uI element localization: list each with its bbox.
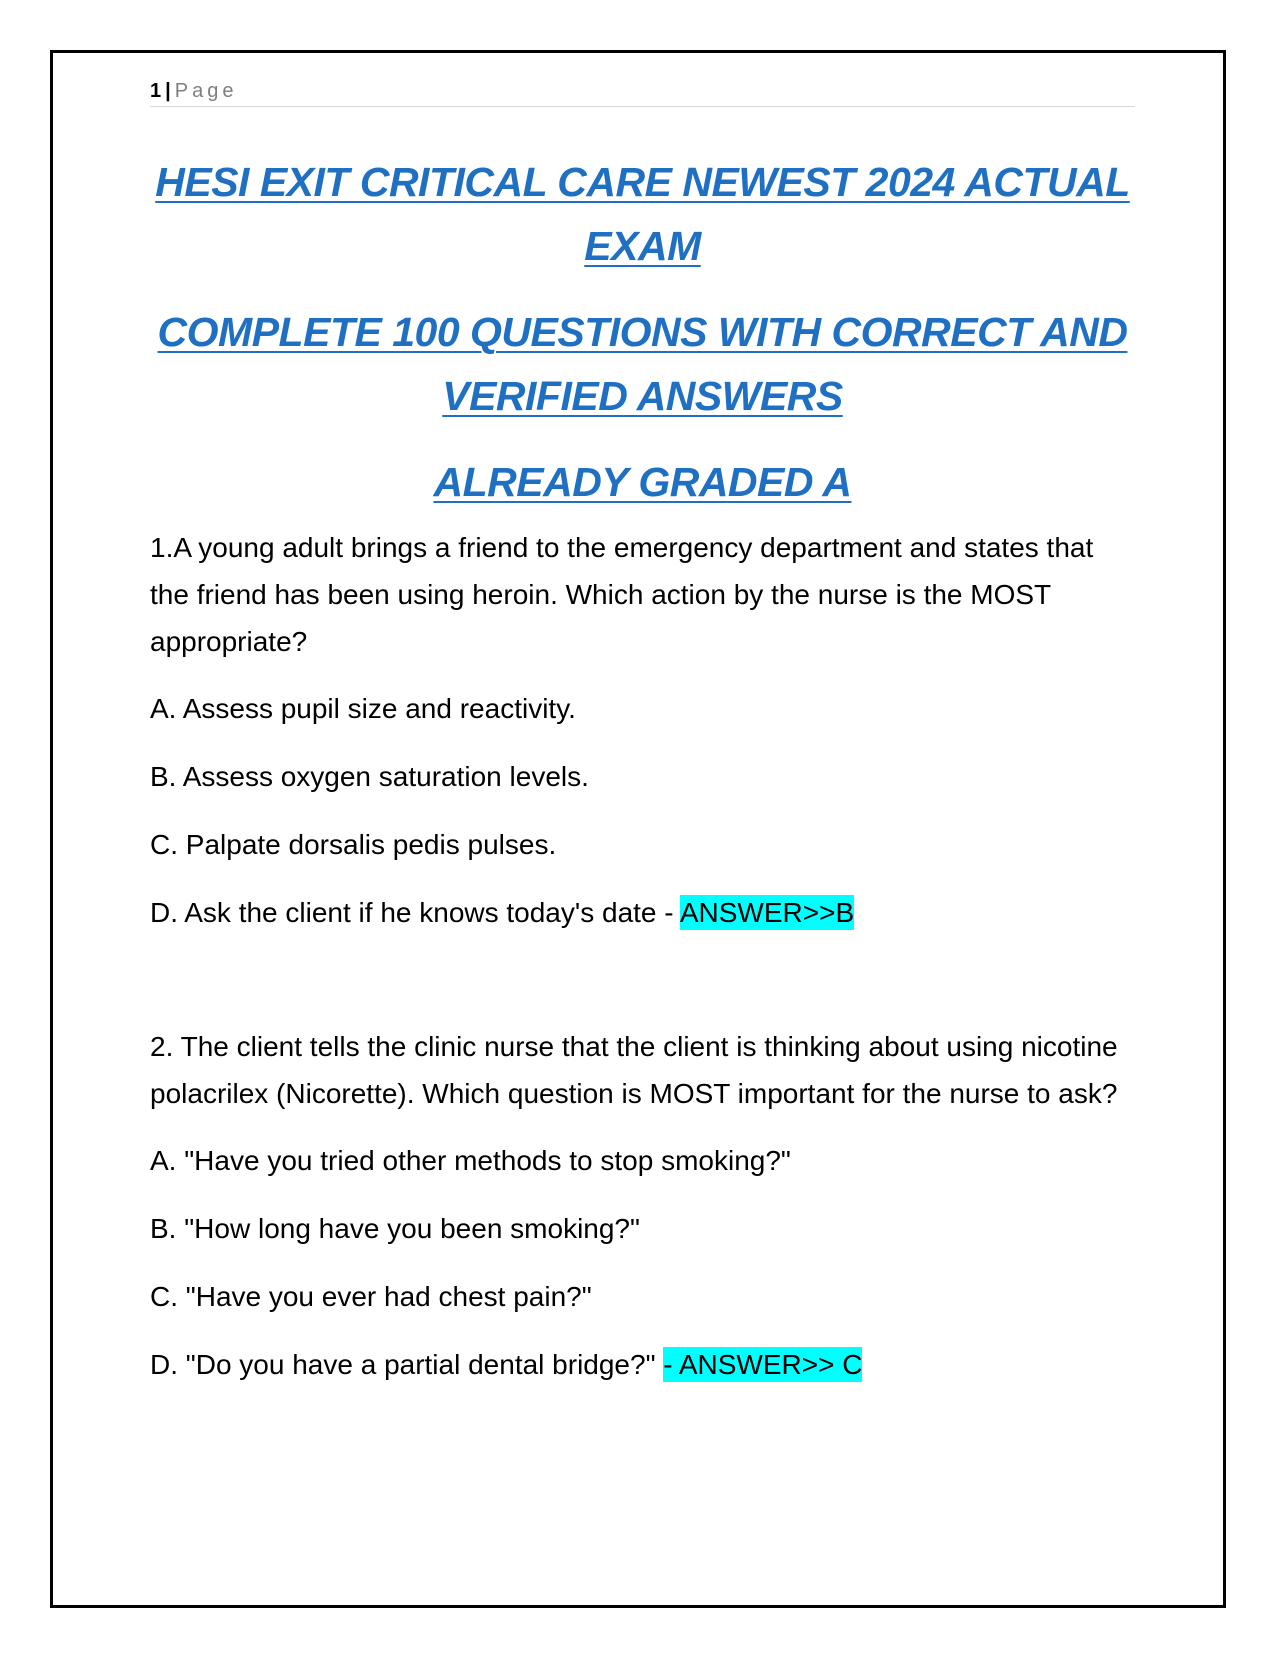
question-2-stem: 2. The client tells the clinic nurse that the client is thinking about using nicotine polacrilex (Nicorette). Which question is MOST important for the nurse to ask? (150, 1031, 1118, 1109)
question-1-option-b: B. Assess oxygen saturation levels. (150, 761, 589, 792)
question-2-option-a: A. "Have you tried other methods to stop smoking?" (150, 1145, 791, 1176)
page-word: Page (174, 80, 238, 102)
page-number: 1 (150, 80, 162, 102)
question-1 (150, 524, 1135, 957)
question-1-answer: ANSWER>>B (679, 897, 855, 928)
question-2-option-d (150, 1341, 1135, 1388)
question-2-option-c: C. "Have you ever had chest pain?" (150, 1281, 592, 1312)
title-line-3: COMPLETE 100 QUESTIONS WITH CORRECT AND (157, 309, 1128, 355)
question-1-option-c: C. Palpate dorsalis pedis pulses. (150, 829, 557, 860)
page-separator: | (165, 80, 171, 102)
question-1-stem: 1.A young adult brings a friend to the emergency department and states that the friend has been using heroin. Which action by the nurse is the MOST appropriate? (150, 532, 1094, 657)
question-1-option-d (150, 889, 1135, 936)
question-1-option-d-text: D. Ask the client if he knows today's date - (150, 897, 680, 928)
title-line-4: VERIFIED ANSWERS (442, 373, 843, 419)
title-line-1: HESI EXIT CRITICAL CARE NEWEST 2024 ACTUAL (155, 159, 1130, 205)
document-title (150, 150, 1135, 514)
page-header (150, 78, 1135, 107)
question-2-option-d-text: D. "Do you have a partial dental bridge?" (150, 1349, 664, 1380)
title-line-2: EXAM (584, 223, 701, 269)
question-2 (150, 1023, 1135, 1409)
title-line-5: ALREADY GRADED A (433, 459, 852, 505)
question-2-option-b: B. "How long have you been smoking?" (150, 1213, 640, 1244)
question-2-answer: - ANSWER>> C (663, 1349, 863, 1380)
question-1-option-a: A. Assess pupil size and reactivity. (150, 693, 576, 724)
